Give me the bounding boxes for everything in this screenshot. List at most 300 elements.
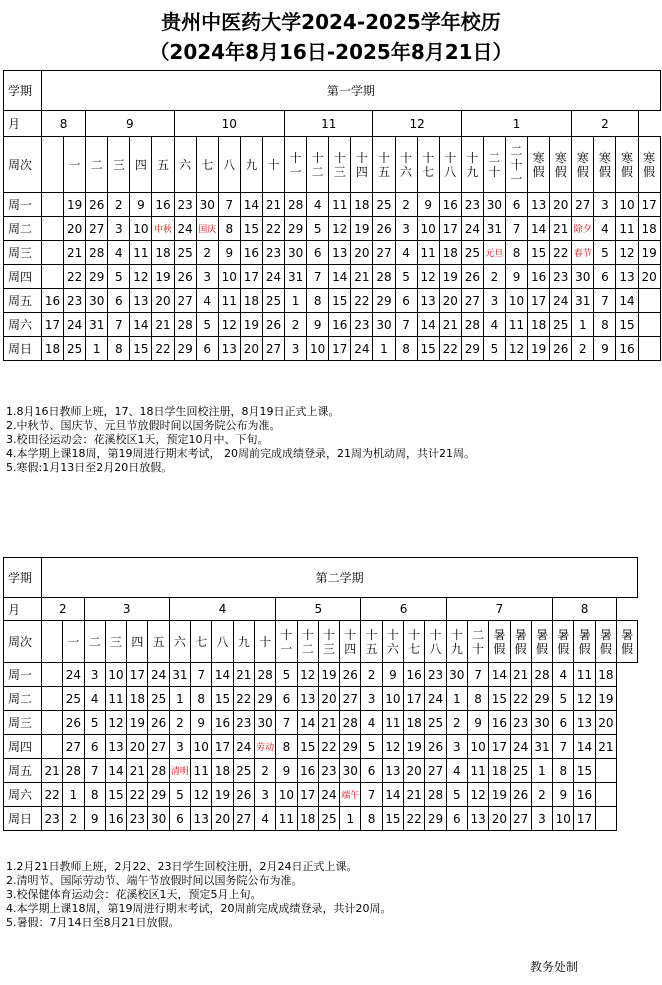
- holiday-marker: 国庆: [198, 225, 217, 235]
- date-cell: 10: [382, 687, 403, 711]
- date-cell: 15: [240, 217, 262, 241]
- week-number: 寒假: [550, 137, 572, 193]
- date-cell: 15: [130, 337, 152, 361]
- month-header: 12: [373, 111, 461, 137]
- issuer-signature: 教务处制: [530, 960, 579, 974]
- date-cell: 8: [505, 241, 527, 265]
- date-cell: 13: [218, 337, 240, 361]
- date-cell: 3: [196, 265, 218, 289]
- weekday-label: 周日: [4, 807, 42, 831]
- week-number: 二十: [483, 137, 505, 193]
- date-cell: 26: [174, 265, 196, 289]
- week-number: 八: [212, 621, 233, 663]
- date-cell: 10: [307, 337, 329, 361]
- week-number: 寒假: [616, 137, 638, 193]
- note-item: 4.本学期上课18周，第19周进行期末考试， 20周前完成成绩登录，21周为机动周，共计21周。: [6, 447, 475, 460]
- week-number: 十八: [425, 621, 446, 663]
- table-row: [4, 193, 661, 217]
- date-cell: 17: [42, 313, 64, 337]
- week-number: 八: [218, 137, 240, 193]
- date-cell: 29: [461, 337, 483, 361]
- date-cell: 4: [361, 711, 382, 735]
- date-cell: [42, 241, 64, 265]
- date-cell: 10: [467, 735, 488, 759]
- date-cell: 12: [218, 313, 240, 337]
- date-cell: 11: [505, 313, 527, 337]
- date-cell: 1: [572, 313, 594, 337]
- date-cell: 20: [240, 337, 262, 361]
- date-cell: 12: [505, 337, 527, 361]
- note-item: 2.中秋节、国庆节、元旦节放假时间以国务院公布为准。: [6, 419, 281, 432]
- date-cell: 15: [297, 735, 318, 759]
- table-row: [4, 265, 661, 289]
- date-cell: 18: [351, 193, 373, 217]
- date-cell: 14: [616, 289, 638, 313]
- date-cell: 11: [191, 759, 212, 783]
- date-cell: 24: [148, 663, 169, 687]
- date-cell: 18: [439, 241, 461, 265]
- date-cell: 27: [148, 735, 169, 759]
- date-cell: 17: [404, 687, 425, 711]
- date-cell: 15: [574, 759, 595, 783]
- date-cell: 6: [196, 337, 218, 361]
- week-number: 寒假: [594, 137, 616, 193]
- table-row: [4, 337, 661, 361]
- date-cell: 17: [574, 807, 595, 831]
- date-cell: 29: [285, 217, 307, 241]
- date-cell: 14: [574, 735, 595, 759]
- table-row: [4, 687, 638, 711]
- date-cell: 9: [553, 783, 574, 807]
- date-cell: 22: [318, 735, 339, 759]
- date-cell: 11: [130, 241, 152, 265]
- date-cell: 31: [285, 265, 307, 289]
- week-number: 四: [130, 137, 152, 193]
- date-cell: 5: [361, 735, 382, 759]
- holiday-marker: 中秋: [154, 225, 173, 235]
- date-cell: 10: [130, 217, 152, 241]
- date-cell: 15: [616, 313, 638, 337]
- date-cell: 9: [307, 313, 329, 337]
- week-number: [42, 621, 63, 663]
- date-cell: 31: [483, 217, 505, 241]
- date-cell: 23: [64, 289, 86, 313]
- week-number: 十: [262, 137, 284, 193]
- date-cell: 18: [404, 711, 425, 735]
- week-number: 十九: [446, 621, 467, 663]
- date-cell: 13: [130, 289, 152, 313]
- holiday-marker: 元旦: [485, 249, 504, 259]
- date-cell: 7: [553, 735, 574, 759]
- date-cell: 12: [417, 265, 439, 289]
- date-cell: 11: [616, 217, 638, 241]
- date-cell: 13: [329, 241, 351, 265]
- week-number: 九: [233, 621, 254, 663]
- week-number: 十三: [318, 621, 339, 663]
- date-cell: 16: [489, 711, 510, 735]
- date-cell: 17: [297, 783, 318, 807]
- date-cell: 2: [254, 759, 275, 783]
- date-cell: 16: [212, 711, 233, 735]
- date-cell: 9: [505, 265, 527, 289]
- date-cell: 9: [276, 759, 297, 783]
- date-cell: 7: [361, 783, 382, 807]
- date-cell: 20: [439, 289, 461, 313]
- date-cell: 9: [84, 807, 105, 831]
- date-cell: 30: [531, 711, 552, 735]
- date-cell: 5: [84, 711, 105, 735]
- weekday-label: 周五: [4, 759, 42, 783]
- table-row: [4, 711, 638, 735]
- note-item: 3.校保健体育运动会：花溪校区1天，预定5月上旬。: [6, 888, 262, 901]
- holiday-cell: [169, 759, 190, 783]
- week-number: 三: [105, 621, 126, 663]
- date-cell: 19: [439, 265, 461, 289]
- date-cell: 16: [42, 289, 64, 313]
- week-number: 十二: [297, 621, 318, 663]
- date-cell: 5: [108, 265, 130, 289]
- date-cell: 25: [425, 711, 446, 735]
- date-cell: 14: [105, 759, 126, 783]
- date-cell: 26: [340, 663, 361, 687]
- week-number: 寒假: [638, 137, 660, 193]
- date-cell: 10: [218, 265, 240, 289]
- date-cell: 24: [510, 735, 531, 759]
- date-cell: 30: [285, 241, 307, 265]
- week-number: 十四: [351, 137, 373, 193]
- date-cell: 25: [550, 313, 572, 337]
- week-number: 九: [240, 137, 262, 193]
- date-cell: 9: [382, 663, 403, 687]
- date-cell: [595, 759, 616, 783]
- date-cell: 30: [86, 289, 108, 313]
- date-cell: 26: [425, 735, 446, 759]
- week-number: 十九: [461, 137, 483, 193]
- date-cell: 18: [240, 289, 262, 313]
- date-cell: 6: [553, 711, 574, 735]
- date-cell: 21: [550, 217, 572, 241]
- date-cell: [42, 193, 64, 217]
- table-row: [4, 783, 638, 807]
- week-number: 六: [169, 621, 190, 663]
- date-cell: 13: [297, 687, 318, 711]
- date-cell: 16: [404, 663, 425, 687]
- week-number: 暑假: [510, 621, 531, 663]
- date-cell: 4: [553, 663, 574, 687]
- date-cell: 27: [86, 217, 108, 241]
- date-cell: 30: [572, 265, 594, 289]
- date-cell: 19: [240, 313, 262, 337]
- date-cell: 14: [329, 265, 351, 289]
- date-cell: 17: [329, 337, 351, 361]
- date-cell: 23: [425, 663, 446, 687]
- date-cell: 20: [127, 735, 148, 759]
- week-number: 十: [254, 621, 275, 663]
- date-cell: 23: [351, 313, 373, 337]
- date-cell: 2: [572, 337, 594, 361]
- date-cell: 19: [127, 711, 148, 735]
- date-cell: 3: [254, 783, 275, 807]
- date-cell: 15: [528, 241, 550, 265]
- date-cell: 2: [196, 241, 218, 265]
- date-cell: 13: [382, 759, 403, 783]
- date-cell: 31: [169, 663, 190, 687]
- date-cell: 18: [212, 759, 233, 783]
- date-cell: [42, 711, 63, 735]
- note-item: 2.清明节、国际劳动节、端午节放假时间以国务院公布为准。: [6, 874, 303, 887]
- date-cell: 17: [489, 735, 510, 759]
- week-number: 十二: [307, 137, 329, 193]
- date-cell: 30: [148, 807, 169, 831]
- date-cell: 5: [276, 663, 297, 687]
- date-cell: 27: [572, 193, 594, 217]
- week-number: [42, 137, 64, 193]
- week-number: 暑假: [574, 621, 595, 663]
- date-cell: 13: [574, 711, 595, 735]
- date-cell: 4: [446, 759, 467, 783]
- date-cell: 16: [439, 193, 461, 217]
- month-header: 3: [84, 598, 169, 621]
- date-cell: 14: [130, 313, 152, 337]
- date-cell: 16: [105, 807, 126, 831]
- week-number: 二: [84, 621, 105, 663]
- table-row: [4, 663, 638, 687]
- date-cell: 30: [254, 711, 275, 735]
- date-cell: 16: [329, 313, 351, 337]
- date-cell: 25: [318, 807, 339, 831]
- date-cell: 15: [329, 289, 351, 313]
- weekday-label: 周六: [4, 313, 42, 337]
- note-item: 1.2月21日教师上班，2月22、23日学生回校注册，2月24日正式上课。: [6, 860, 358, 873]
- calendar-date-range: （2024年8月16日-2025年8月21日）: [149, 40, 513, 64]
- date-cell: 24: [351, 337, 373, 361]
- date-cell: 12: [574, 687, 595, 711]
- date-cell: 30: [340, 759, 361, 783]
- term1-notes: [6, 405, 475, 475]
- date-cell: 19: [318, 663, 339, 687]
- date-cell: 27: [340, 687, 361, 711]
- date-cell: 29: [531, 687, 552, 711]
- week-number: 二十一: [505, 137, 527, 193]
- date-cell: 31: [531, 735, 552, 759]
- table-row: [4, 735, 638, 759]
- date-cell: 18: [489, 759, 510, 783]
- date-cell: 4: [594, 217, 616, 241]
- date-cell: 7: [505, 217, 527, 241]
- date-cell: 29: [373, 289, 395, 313]
- term2-calendar-table: [3, 557, 638, 831]
- week-number: 一: [64, 137, 86, 193]
- date-cell: 30: [446, 663, 467, 687]
- date-cell: 6: [84, 735, 105, 759]
- date-cell: 20: [550, 193, 572, 217]
- date-cell: 2: [63, 807, 84, 831]
- date-cell: 19: [595, 687, 616, 711]
- date-cell: 1: [446, 687, 467, 711]
- table-row: [4, 241, 661, 265]
- date-cell: 13: [467, 807, 488, 831]
- weekday-label: 周一: [4, 663, 42, 687]
- date-cell: 4: [395, 241, 417, 265]
- week-number: 七: [191, 621, 212, 663]
- date-cell: 1: [169, 687, 190, 711]
- date-cell: 16: [152, 193, 174, 217]
- date-cell: 26: [233, 783, 254, 807]
- date-cell: 10: [276, 783, 297, 807]
- month-header: 5: [276, 598, 361, 621]
- date-cell: 16: [528, 265, 550, 289]
- date-cell: 21: [351, 265, 373, 289]
- date-cell: 30: [196, 193, 218, 217]
- date-cell: 6: [505, 193, 527, 217]
- weekday-label: 周五: [4, 289, 42, 313]
- date-cell: 4: [483, 313, 505, 337]
- date-cell: 28: [461, 313, 483, 337]
- date-cell: 28: [254, 663, 275, 687]
- date-cell: 9: [218, 241, 240, 265]
- date-cell: 16: [297, 759, 318, 783]
- date-cell: 19: [638, 241, 660, 265]
- date-cell: 18: [638, 217, 660, 241]
- date-cell: 26: [550, 337, 572, 361]
- date-cell: 11: [329, 193, 351, 217]
- holiday-cell: [483, 241, 505, 265]
- date-cell: 25: [148, 687, 169, 711]
- week-number: 暑假: [617, 621, 638, 663]
- date-cell: 20: [404, 759, 425, 783]
- date-cell: 26: [510, 783, 531, 807]
- week-number: 暑假: [531, 621, 552, 663]
- date-cell: 21: [318, 711, 339, 735]
- month-header: 9: [86, 111, 174, 137]
- weekday-label: 周四: [4, 735, 42, 759]
- date-cell: 21: [152, 313, 174, 337]
- week-number: 寒假: [528, 137, 550, 193]
- holiday-cell: [572, 241, 594, 265]
- date-cell: 16: [574, 783, 595, 807]
- date-cell: 23: [262, 241, 284, 265]
- term-name: 第二学期: [42, 558, 638, 598]
- date-cell: 26: [461, 265, 483, 289]
- date-cell: 12: [297, 663, 318, 687]
- date-cell: 21: [404, 783, 425, 807]
- month-header: 10: [174, 111, 284, 137]
- date-cell: 3: [108, 217, 130, 241]
- date-cell: 23: [127, 807, 148, 831]
- date-cell: 3: [361, 687, 382, 711]
- date-cell: 28: [285, 193, 307, 217]
- date-cell: 22: [404, 807, 425, 831]
- date-cell: 25: [63, 687, 84, 711]
- date-cell: 3: [84, 663, 105, 687]
- date-cell: 28: [340, 711, 361, 735]
- date-cell: 3: [483, 289, 505, 313]
- date-cell: 6: [594, 265, 616, 289]
- date-cell: 17: [212, 735, 233, 759]
- date-cell: 20: [152, 289, 174, 313]
- month-header: 2: [572, 111, 638, 137]
- date-cell: 6: [307, 241, 329, 265]
- note-item: 5.暑假：7月14日至8月21日放假。: [6, 916, 180, 929]
- month-header: 2: [42, 598, 85, 621]
- date-cell: 4: [84, 687, 105, 711]
- week-label: 周次: [4, 621, 42, 663]
- date-cell: 23: [174, 193, 196, 217]
- date-cell: 11: [276, 807, 297, 831]
- date-cell: 27: [510, 807, 531, 831]
- table-row: [4, 313, 661, 337]
- holiday-cell: [152, 217, 174, 241]
- date-cell: 22: [550, 241, 572, 265]
- date-cell: 27: [461, 289, 483, 313]
- date-cell: 23: [461, 193, 483, 217]
- holiday-marker: 除夕: [573, 225, 592, 235]
- week-number: 十三: [329, 137, 351, 193]
- date-cell: 12: [467, 783, 488, 807]
- week-number: 十五: [373, 137, 395, 193]
- date-cell: 20: [212, 807, 233, 831]
- date-cell: 18: [528, 313, 550, 337]
- weekday-label: 周四: [4, 265, 42, 289]
- date-cell: 7: [218, 193, 240, 217]
- table-row: [4, 289, 661, 313]
- date-cell: 10: [417, 217, 439, 241]
- month-label: 月: [4, 598, 42, 621]
- holiday-marker: 清明: [170, 767, 189, 777]
- date-cell: 21: [510, 663, 531, 687]
- week-number: 十七: [404, 621, 425, 663]
- date-cell: 3: [531, 807, 552, 831]
- month-header: 6: [361, 598, 446, 621]
- date-cell: 21: [233, 663, 254, 687]
- date-cell: 27: [174, 289, 196, 313]
- date-cell: 24: [64, 313, 86, 337]
- date-cell: 21: [262, 193, 284, 217]
- date-cell: 16: [240, 241, 262, 265]
- term1-calendar-table: [3, 70, 661, 361]
- date-cell: 25: [373, 193, 395, 217]
- week-number: 暑假: [553, 621, 574, 663]
- date-cell: 7: [307, 265, 329, 289]
- date-cell: 5: [483, 337, 505, 361]
- date-cell: 7: [191, 663, 212, 687]
- date-cell: 23: [318, 759, 339, 783]
- date-cell: 9: [467, 711, 488, 735]
- date-cell: 8: [395, 337, 417, 361]
- date-cell: 4: [108, 241, 130, 265]
- date-cell: 6: [395, 289, 417, 313]
- date-cell: 25: [262, 289, 284, 313]
- month-header: 8: [42, 111, 86, 137]
- date-cell: 27: [233, 807, 254, 831]
- date-cell: 10: [553, 807, 574, 831]
- date-cell: 10: [105, 663, 126, 687]
- date-cell: 26: [373, 217, 395, 241]
- date-cell: 12: [130, 265, 152, 289]
- date-cell: 26: [86, 193, 108, 217]
- date-cell: 25: [510, 759, 531, 783]
- week-number: 暑假: [595, 621, 616, 663]
- date-cell: 15: [417, 337, 439, 361]
- date-cell: 29: [254, 687, 275, 711]
- month-header: 7: [446, 598, 552, 621]
- date-cell: 5: [169, 783, 190, 807]
- date-cell: 7: [467, 663, 488, 687]
- date-cell: 24: [550, 289, 572, 313]
- date-cell: 4: [254, 807, 275, 831]
- month-header: 11: [285, 111, 373, 137]
- date-cell: 2: [108, 193, 130, 217]
